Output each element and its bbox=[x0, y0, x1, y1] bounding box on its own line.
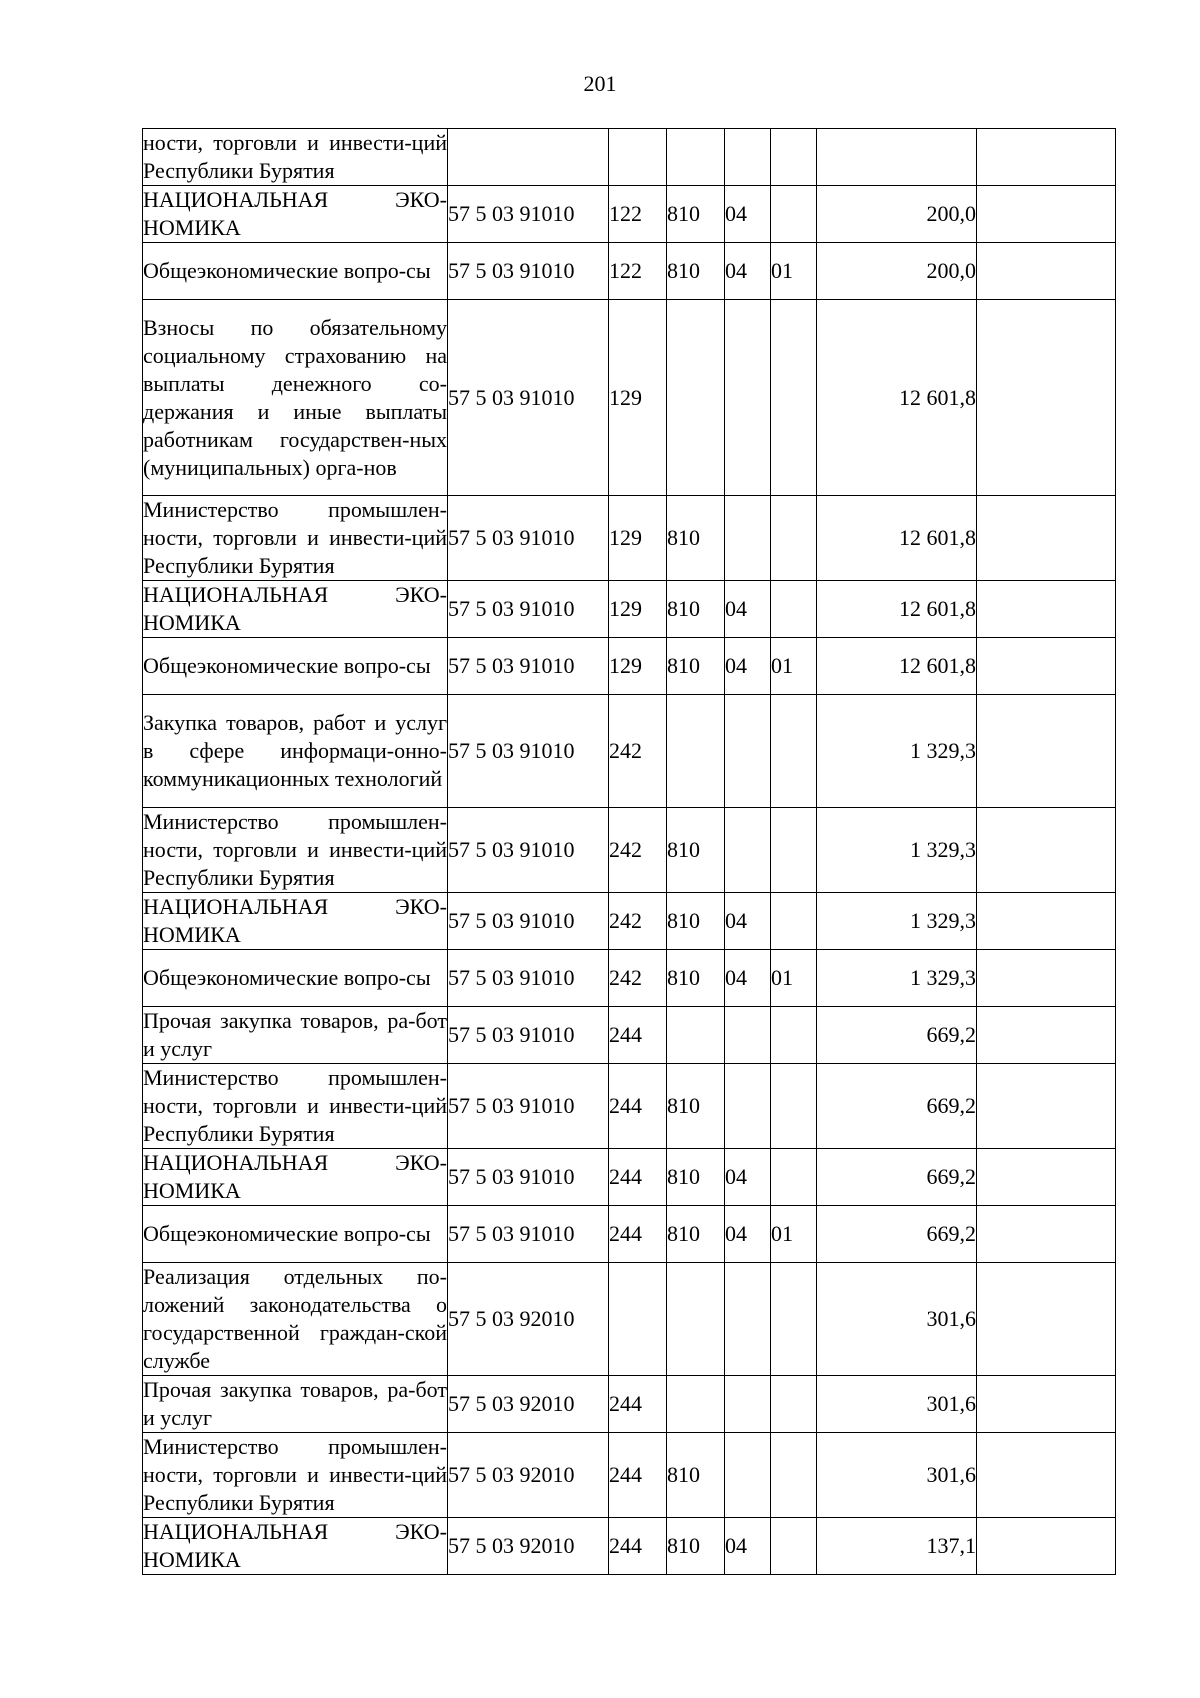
section-cell bbox=[725, 1007, 771, 1064]
amount-cell: 12 601,8 bbox=[817, 581, 977, 638]
row-name-cell: Взносы по обязательному социальному страхованию на выплаты денежного со-держания и иные выплаты работникам государствен-ных (муниципальных) орга-нов bbox=[143, 300, 448, 496]
extra-cell bbox=[977, 1007, 1116, 1064]
amount-cell: 12 601,8 bbox=[817, 300, 977, 496]
extra-cell bbox=[977, 129, 1116, 186]
section-cell: 04 bbox=[725, 243, 771, 300]
amount-cell: 200,0 bbox=[817, 243, 977, 300]
extra-cell bbox=[977, 496, 1116, 581]
amount-cell: 137,1 bbox=[817, 1518, 977, 1575]
code-cell: 57 5 03 91010 bbox=[448, 1149, 609, 1206]
amount-cell: 12 601,8 bbox=[817, 496, 977, 581]
table-body bbox=[143, 129, 1116, 1575]
ministry-code-cell: 810 bbox=[667, 1206, 725, 1263]
subsection-cell bbox=[771, 581, 817, 638]
table-row bbox=[143, 300, 1116, 496]
subsection-cell bbox=[771, 808, 817, 893]
table-row bbox=[143, 1007, 1116, 1064]
extra-cell bbox=[977, 893, 1116, 950]
ministry-code-cell bbox=[667, 300, 725, 496]
amount-cell: 301,6 bbox=[817, 1376, 977, 1433]
row-name-cell: Министерство промышлен-ности, торговли и инвести-ций Республики Бурятия bbox=[143, 496, 448, 581]
row-name-cell: Общеэкономические вопро-сы bbox=[143, 243, 448, 300]
code-cell: 57 5 03 91010 bbox=[448, 695, 609, 808]
table-row bbox=[143, 1433, 1116, 1518]
code-cell: 57 5 03 91010 bbox=[448, 950, 609, 1007]
expense-type-cell: 244 bbox=[609, 1149, 667, 1206]
section-cell bbox=[725, 496, 771, 581]
code-cell: 57 5 03 91010 bbox=[448, 1206, 609, 1263]
expense-type-cell bbox=[609, 129, 667, 186]
ministry-code-cell: 810 bbox=[667, 893, 725, 950]
expense-type-cell: 244 bbox=[609, 1518, 667, 1575]
section-cell: 04 bbox=[725, 638, 771, 695]
subsection-cell bbox=[771, 1518, 817, 1575]
table-row bbox=[143, 808, 1116, 893]
section-cell bbox=[725, 300, 771, 496]
ministry-code-cell: 810 bbox=[667, 496, 725, 581]
ministry-code-cell: 810 bbox=[667, 581, 725, 638]
section-cell bbox=[725, 1433, 771, 1518]
subsection-cell bbox=[771, 1376, 817, 1433]
row-name-cell: Прочая закупка товаров, ра-бот и услуг bbox=[143, 1376, 448, 1433]
ministry-code-cell: 810 bbox=[667, 1149, 725, 1206]
subsection-cell: 01 bbox=[771, 950, 817, 1007]
expense-type-cell: 129 bbox=[609, 300, 667, 496]
code-cell: 57 5 03 92010 bbox=[448, 1263, 609, 1376]
table-row bbox=[143, 186, 1116, 243]
ministry-code-cell: 810 bbox=[667, 950, 725, 1007]
expense-type-cell: 122 bbox=[609, 243, 667, 300]
extra-cell bbox=[977, 1263, 1116, 1376]
ministry-code-cell bbox=[667, 1007, 725, 1064]
ministry-code-cell bbox=[667, 1263, 725, 1376]
extra-cell bbox=[977, 808, 1116, 893]
expense-type-cell: 242 bbox=[609, 893, 667, 950]
amount-cell: 669,2 bbox=[817, 1064, 977, 1149]
code-cell: 57 5 03 92010 bbox=[448, 1518, 609, 1575]
table-row bbox=[143, 129, 1116, 186]
extra-cell bbox=[977, 695, 1116, 808]
expense-type-cell: 122 bbox=[609, 186, 667, 243]
extra-cell bbox=[977, 186, 1116, 243]
expense-type-cell: 244 bbox=[609, 1007, 667, 1064]
amount-cell: 301,6 bbox=[817, 1263, 977, 1376]
row-name-cell: НАЦИОНАЛЬНАЯ ЭКО-НОМИКА bbox=[143, 1149, 448, 1206]
subsection-cell bbox=[771, 893, 817, 950]
code-cell: 57 5 03 91010 bbox=[448, 186, 609, 243]
page-number: 201 bbox=[583, 71, 617, 96]
code-cell bbox=[448, 129, 609, 186]
table-row bbox=[143, 1263, 1116, 1376]
table-row bbox=[143, 1376, 1116, 1433]
amount-cell: 12 601,8 bbox=[817, 638, 977, 695]
subsection-cell bbox=[771, 186, 817, 243]
ministry-code-cell: 810 bbox=[667, 243, 725, 300]
amount-cell: 1 329,3 bbox=[817, 695, 977, 808]
extra-cell bbox=[977, 950, 1116, 1007]
amount-cell: 1 329,3 bbox=[817, 950, 977, 1007]
extra-cell bbox=[977, 1433, 1116, 1518]
table-row bbox=[143, 893, 1116, 950]
ministry-code-cell: 810 bbox=[667, 808, 725, 893]
table-row bbox=[143, 243, 1116, 300]
expense-type-cell: 242 bbox=[609, 808, 667, 893]
subsection-cell bbox=[771, 496, 817, 581]
subsection-cell: 01 bbox=[771, 638, 817, 695]
extra-cell bbox=[977, 1149, 1116, 1206]
extra-cell bbox=[977, 581, 1116, 638]
code-cell: 57 5 03 91010 bbox=[448, 581, 609, 638]
code-cell: 57 5 03 91010 bbox=[448, 808, 609, 893]
subsection-cell bbox=[771, 1007, 817, 1064]
extra-cell bbox=[977, 638, 1116, 695]
row-name-cell: Прочая закупка товаров, ра-бот и услуг bbox=[143, 1007, 448, 1064]
row-name-cell: Общеэкономические вопро-сы bbox=[143, 950, 448, 1007]
expense-type-cell: 129 bbox=[609, 638, 667, 695]
table-row bbox=[143, 638, 1116, 695]
row-name-cell: ности, торговли и инвести-ций Республики Бурятия bbox=[143, 129, 448, 186]
amount-cell: 669,2 bbox=[817, 1007, 977, 1064]
row-name-cell: Министерство промышлен-ности, торговли и инвести-ций Республики Бурятия bbox=[143, 1064, 448, 1149]
ministry-code-cell: 810 bbox=[667, 1064, 725, 1149]
ministry-code-cell: 810 bbox=[667, 638, 725, 695]
code-cell: 57 5 03 91010 bbox=[448, 496, 609, 581]
amount-cell: 1 329,3 bbox=[817, 808, 977, 893]
expense-type-cell: 244 bbox=[609, 1206, 667, 1263]
subsection-cell bbox=[771, 695, 817, 808]
row-name-cell: НАЦИОНАЛЬНАЯ ЭКО-НОМИКА bbox=[143, 581, 448, 638]
subsection-cell bbox=[771, 129, 817, 186]
section-cell: 04 bbox=[725, 186, 771, 243]
table-row bbox=[143, 1149, 1116, 1206]
subsection-cell bbox=[771, 1149, 817, 1206]
ministry-code-cell bbox=[667, 1376, 725, 1433]
section-cell bbox=[725, 808, 771, 893]
code-cell: 57 5 03 92010 bbox=[448, 1376, 609, 1433]
table-row bbox=[143, 1064, 1116, 1149]
section-cell: 04 bbox=[725, 1518, 771, 1575]
ministry-code-cell: 810 bbox=[667, 1433, 725, 1518]
ministry-code-cell bbox=[667, 695, 725, 808]
expense-type-cell: 129 bbox=[609, 496, 667, 581]
ministry-code-cell: 810 bbox=[667, 1518, 725, 1575]
expense-type-cell: 244 bbox=[609, 1433, 667, 1518]
table-row bbox=[143, 496, 1116, 581]
row-name-cell: Реализация отдельных по-ложений законодательства о государственной граждан-ской службе bbox=[143, 1263, 448, 1376]
section-cell bbox=[725, 1263, 771, 1376]
section-cell: 04 bbox=[725, 1149, 771, 1206]
row-name-cell: НАЦИОНАЛЬНАЯ ЭКО-НОМИКА bbox=[143, 1518, 448, 1575]
row-name-cell: Закупка товаров, работ и услуг в сфере информаци-онно-коммуникационных технологий bbox=[143, 695, 448, 808]
amount-cell: 1 329,3 bbox=[817, 893, 977, 950]
section-cell bbox=[725, 1064, 771, 1149]
row-name-cell: Министерство промышлен-ности, торговли и инвести-ций Республики Бурятия bbox=[143, 808, 448, 893]
amount-cell bbox=[817, 129, 977, 186]
subsection-cell bbox=[771, 1064, 817, 1149]
ministry-code-cell: 810 bbox=[667, 186, 725, 243]
code-cell: 57 5 03 91010 bbox=[448, 1064, 609, 1149]
code-cell: 57 5 03 91010 bbox=[448, 300, 609, 496]
table-row bbox=[143, 1518, 1116, 1575]
amount-cell: 200,0 bbox=[817, 186, 977, 243]
expense-type-cell: 244 bbox=[609, 1064, 667, 1149]
section-cell bbox=[725, 1376, 771, 1433]
code-cell: 57 5 03 91010 bbox=[448, 638, 609, 695]
extra-cell bbox=[977, 1206, 1116, 1263]
section-cell bbox=[725, 695, 771, 808]
extra-cell bbox=[977, 1376, 1116, 1433]
extra-cell bbox=[977, 243, 1116, 300]
budget-table bbox=[142, 128, 1116, 1575]
expense-type-cell: 242 bbox=[609, 950, 667, 1007]
ministry-code-cell bbox=[667, 129, 725, 186]
extra-cell bbox=[977, 1064, 1116, 1149]
table-row bbox=[143, 1206, 1116, 1263]
amount-cell: 669,2 bbox=[817, 1149, 977, 1206]
code-cell: 57 5 03 91010 bbox=[448, 243, 609, 300]
subsection-cell: 01 bbox=[771, 243, 817, 300]
row-name-cell: Министерство промышлен-ности, торговли и инвести-ций Республики Бурятия bbox=[143, 1433, 448, 1518]
section-cell: 04 bbox=[725, 893, 771, 950]
section-cell: 04 bbox=[725, 950, 771, 1007]
row-name-cell: НАЦИОНАЛЬНАЯ ЭКО-НОМИКА bbox=[143, 893, 448, 950]
subsection-cell bbox=[771, 300, 817, 496]
row-name-cell: Общеэкономические вопро-сы bbox=[143, 638, 448, 695]
subsection-cell bbox=[771, 1263, 817, 1376]
row-name-cell: Общеэкономические вопро-сы bbox=[143, 1206, 448, 1263]
subsection-cell bbox=[771, 1433, 817, 1518]
expense-type-cell: 129 bbox=[609, 581, 667, 638]
amount-cell: 669,2 bbox=[817, 1206, 977, 1263]
table-row bbox=[143, 950, 1116, 1007]
section-cell bbox=[725, 129, 771, 186]
section-cell: 04 bbox=[725, 1206, 771, 1263]
code-cell: 57 5 03 91010 bbox=[448, 1007, 609, 1064]
expense-type-cell bbox=[609, 1263, 667, 1376]
row-name-cell: НАЦИОНАЛЬНАЯ ЭКО-НОМИКА bbox=[143, 186, 448, 243]
expense-type-cell: 242 bbox=[609, 695, 667, 808]
extra-cell bbox=[977, 300, 1116, 496]
table-row bbox=[143, 581, 1116, 638]
section-cell: 04 bbox=[725, 581, 771, 638]
extra-cell bbox=[977, 1518, 1116, 1575]
amount-cell: 301,6 bbox=[817, 1433, 977, 1518]
code-cell: 57 5 03 92010 bbox=[448, 1433, 609, 1518]
subsection-cell: 01 bbox=[771, 1206, 817, 1263]
code-cell: 57 5 03 91010 bbox=[448, 893, 609, 950]
expense-type-cell: 244 bbox=[609, 1376, 667, 1433]
table-row bbox=[143, 695, 1116, 808]
